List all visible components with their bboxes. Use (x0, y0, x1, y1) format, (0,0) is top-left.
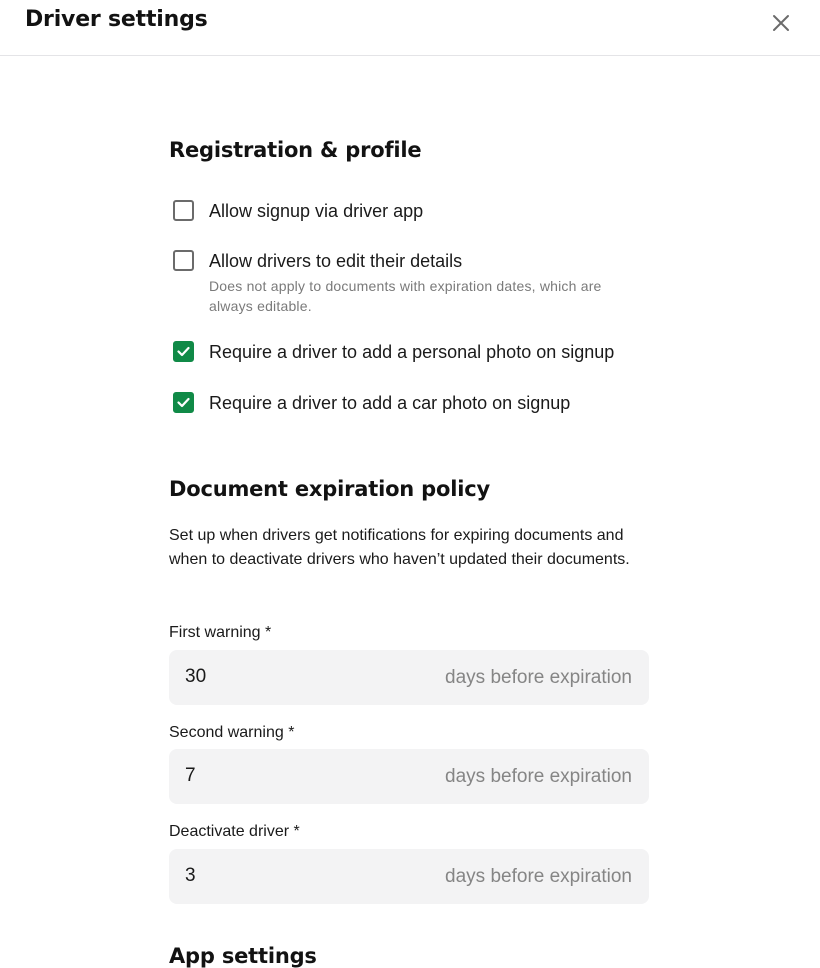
checkbox-require-personal-photo[interactable] (173, 341, 194, 362)
option-label: Require a driver to add a car photo on signup (209, 393, 571, 413)
deactivate-driver-label: Deactivate driver * (169, 823, 300, 840)
option-label: Require a driver to add a personal photo on signup (209, 342, 615, 362)
modal-title: Driver settings (25, 7, 208, 32)
checkmark-icon (177, 345, 190, 358)
field-value: 30 (185, 666, 207, 687)
second-warning-input[interactable] (169, 749, 649, 804)
first-warning-input[interactable] (169, 650, 649, 705)
deactivate-driver-input[interactable] (169, 849, 649, 904)
option-label: Allow signup via driver app (209, 201, 424, 221)
section-title-expiration: Document expiration policy (169, 477, 490, 501)
section-title-app-settings: App settings (169, 944, 317, 968)
expiration-description: Set up when drivers get notifications for expiring documents and when to deactivate drivers who haven’t updated their documents. (169, 527, 630, 568)
field-value: 3 (185, 865, 196, 886)
field-value: 7 (185, 765, 196, 786)
field-suffix: days before expiration (445, 667, 632, 688)
field-suffix: days before expiration (445, 766, 632, 787)
first-warning-label: First warning * (169, 624, 272, 641)
checkmark-icon (177, 396, 190, 409)
option-label: Allow drivers to edit their details (209, 251, 463, 271)
modal-header (0, 0, 820, 56)
option-help-text: Does not apply to documents with expiration dates, which are always editable. (209, 278, 602, 314)
section-title-registration: Registration & profile (169, 138, 422, 162)
field-suffix: days before expiration (445, 866, 632, 887)
checkbox-require-car-photo[interactable] (173, 392, 194, 413)
checkbox-allow-signup[interactable] (173, 200, 194, 221)
close-icon (772, 14, 790, 32)
second-warning-label: Second warning * (169, 724, 295, 741)
close-button[interactable] (768, 10, 794, 36)
checkbox-allow-edit-details[interactable] (173, 250, 194, 271)
